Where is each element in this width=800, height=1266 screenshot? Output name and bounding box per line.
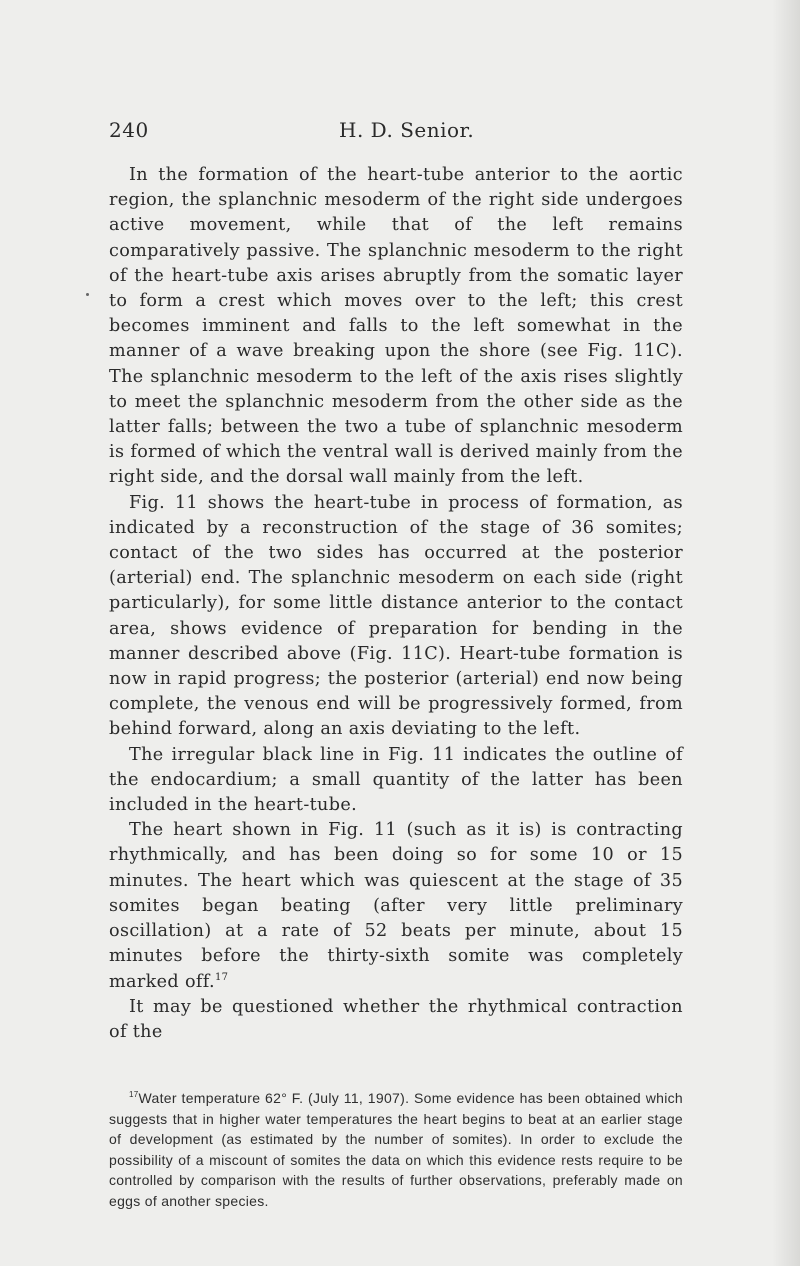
paragraph bbox=[109, 818, 683, 994]
footnote bbox=[109, 1088, 683, 1211]
paragraph: In the formation of the heart-tube anterior to the aortic region, the splanchnic mesoderm of the right side undergoes active movement, while that of the left remains comparatively passive. The splanchnic mesoderm to the right of the heart-tube axis arises abruptly from the somatic layer to form a crest which moves over to the left; this crest becomes imminent and falls to the left somewhat in the manner of a wave breaking upon the shore (see Fig. 11C). The splanchnic mesoderm to the left of the axis rises slightly to meet the splanchnic mesoderm from the other side as the latter falls; between the two a tube of splanchnic mesoderm is formed of which the ventral wall is derived mainly from the right side, and the dorsal wall mainly from the left. bbox=[109, 165, 683, 488]
running-head: H. D. Senior. bbox=[339, 118, 475, 142]
footnote-marker: 17 bbox=[129, 1090, 139, 1099]
page-number: 240 bbox=[109, 118, 149, 142]
paragraph-text: The heart shown in Fig. 11 (such as it is) is contracting rhythmically, and has been doing so for some 10 or 15 minutes. The heart which was quiescent at the stage of 35 somites began beating (after very little preliminary oscillation) at a rate of 52 beats per minute, about 15 minutes before the thirty-sixth somite was completely marked off. bbox=[109, 820, 683, 992]
footnote-reference[interactable]: 17 bbox=[214, 971, 229, 983]
paragraph: The irregular black line in Fig. 11 indicates the outline of the endocardium; a small quantity of the latter has been included in the heart-tube. bbox=[109, 744, 683, 816]
footnote-text: Water temperature 62° F. (July 11, 1907). Some evidence has been obtained which suggests that in higher water temperatures the heart begins to beat at an earlier stage of development (as estimated by the number of somites). In order to exclude the possibility of a miscount of somites the data on which this evidence rests require to be controlled by comparison with the results of further observations, preferably made on eggs of another species. bbox=[109, 1090, 683, 1209]
page-header bbox=[109, 118, 689, 148]
page-edge-shadow bbox=[772, 0, 800, 1266]
body-text bbox=[109, 163, 683, 1045]
stray-ink-mark bbox=[86, 293, 89, 296]
paragraph: It may be questioned whether the rhythmical contraction of the bbox=[109, 996, 683, 1042]
paragraph: Fig. 11 shows the heart-tube in process of formation, as indicated by a reconstruction of the stage of 36 somites; contact of the two sides has occurred at the posterior (arterial) end. The splanchnic mesoderm on each side (right particularly), for some little distance anterior to the contact area, shows evidence of preparation for bending in the manner described above (Fig. 11C). Heart-tube formation is now in rapid progress; the posterior (arterial) end now being complete, the venous end will be progressively formed, from behind forward, along an axis deviating to the left. bbox=[109, 492, 683, 740]
